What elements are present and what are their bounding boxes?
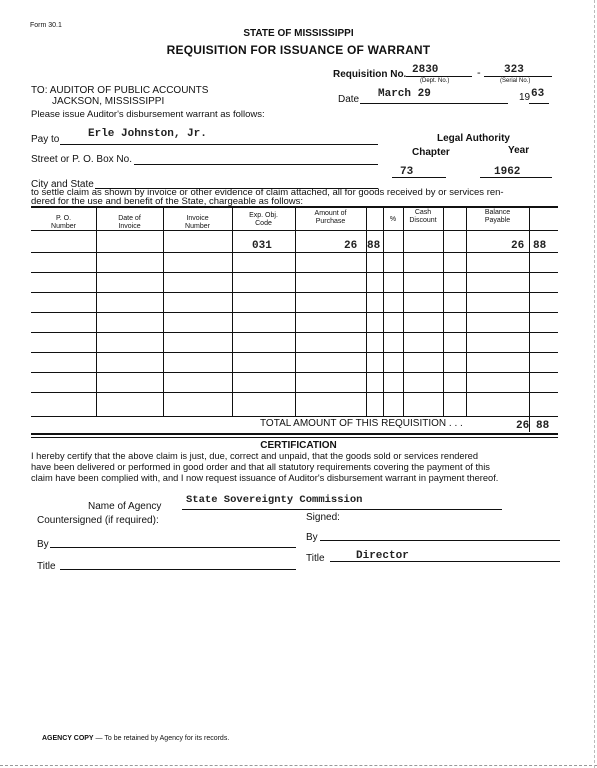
agency-line — [182, 509, 502, 510]
settle-text-1: to settle claim as shown by invoice or other evidence of claim attached, all for goods received by or services ren- — [31, 187, 504, 198]
pay-to-label: Pay to — [31, 134, 60, 145]
year-suffix: 63 — [531, 88, 545, 100]
date-value: March 29 — [378, 88, 431, 100]
by-label-left: By — [37, 539, 49, 550]
year-value-line — [480, 177, 552, 178]
table-bottom-border — [31, 416, 558, 417]
row-exp-code: 031 — [252, 240, 272, 252]
city-label: City and State — [31, 179, 94, 190]
row-line-1 — [31, 252, 558, 253]
street-line — [134, 164, 378, 165]
chapter-line — [392, 177, 446, 178]
to-line-1: TO: AUDITOR OF PUBLIC ACCOUNTS — [31, 85, 209, 96]
year-prefix: 19 — [519, 92, 531, 103]
chapter-label: Chapter — [412, 147, 450, 158]
instruction-text: Please issue Auditor's disbursement warrant as follows: — [31, 109, 265, 120]
certification-line-3: claim have been complied with, and I now request issuance of Auditor's disbursement warrant in payment thereof. — [31, 473, 499, 483]
date-label: Date — [338, 94, 360, 105]
year-line — [529, 103, 549, 104]
row-balance-dollars: 26 — [511, 240, 525, 252]
form-number: Form 30.1 — [30, 22, 62, 29]
by-line-right — [320, 540, 560, 541]
signed-label: Signed: — [306, 512, 340, 523]
year-value: 1962 — [494, 166, 521, 178]
certification-line-1: I hereby certify that the above claim is just, due, correct and unpaid, that the goods sold or services rendered — [31, 451, 479, 461]
row-line-5 — [31, 332, 558, 333]
footer-agency-copy: AGENCY COPY — [42, 735, 94, 742]
chapter-value: 73 — [400, 166, 414, 178]
pay-to-value: Erle Johnston, Jr. — [88, 128, 207, 140]
row-balance-cents: 88 — [533, 240, 547, 252]
total-bottom-border — [31, 433, 558, 435]
legal-authority-label: Legal Authority — [437, 133, 510, 144]
row-line-3 — [31, 292, 558, 293]
total-label: TOTAL AMOUNT OF THIS REQUISITION . . . — [260, 418, 463, 429]
header-amount-of-purchase: Amount of Purchase — [314, 210, 347, 225]
date-line — [360, 103, 508, 104]
dept-number-line — [406, 76, 472, 77]
total-cents: 88 — [536, 420, 550, 432]
row-amount-dollars: 26 — [344, 240, 358, 252]
agency-value: State Sovereignty Commission — [186, 494, 363, 506]
form-title: REQUISITION FOR ISSUANCE OF WARRANT — [166, 43, 431, 57]
pay-to-line — [60, 144, 378, 145]
serial-caption: (Serial No.) — [500, 78, 531, 84]
to-line-2: JACKSON, MISSISSIPPI — [52, 96, 165, 107]
by-line-left — [50, 547, 296, 548]
header-percent: % — [389, 216, 397, 223]
countersigned-label: Countersigned (if required): — [37, 515, 159, 526]
street-label: Street or P. O. Box No. — [31, 154, 132, 165]
row-line-7 — [31, 372, 558, 373]
dept-number: 2830 — [412, 64, 439, 76]
row-line-8 — [31, 392, 558, 393]
total-dollars: 26 — [516, 420, 530, 432]
certification-heading: CERTIFICATION — [260, 440, 337, 451]
edge-dash-bottom — [0, 765, 597, 766]
header-balance-payable: Balance Payable — [484, 209, 511, 224]
total-bottom-border-2 — [31, 437, 558, 438]
header-po-number: P. O. Number — [51, 215, 76, 230]
header-exp-obj-code: Exp. Obj. Code — [249, 212, 278, 227]
footer-note — [42, 735, 229, 742]
agency-label: Name of Agency — [88, 501, 162, 512]
row-line-6 — [31, 352, 558, 353]
serial-number: 323 — [504, 64, 524, 76]
edge-dash-right — [594, 0, 595, 768]
requisition-label: Requisition No. — [333, 69, 407, 80]
row-line-2 — [31, 272, 558, 273]
title-line-left — [60, 569, 296, 570]
dept-caption: (Dept. No.) — [420, 78, 450, 84]
title-value: Director — [356, 550, 409, 562]
certification-line-2: have been delivered or performed in good order and that all statutory requirements covering the payment of this — [31, 462, 490, 472]
total-divider — [529, 416, 530, 432]
row-amount-cents: 88 — [367, 240, 381, 252]
header-cash-discount: Cash Discount — [409, 209, 437, 224]
settle-text-2: dered for the use and benefit of the State, chargeable as follows: — [31, 196, 303, 207]
title-line-right — [330, 561, 560, 562]
header-invoice-number: Invoice Number — [185, 215, 210, 230]
title-label-left: Title — [37, 561, 56, 572]
state-heading: STATE OF MISSISSIPPI — [243, 28, 354, 39]
by-label-right: By — [306, 532, 318, 543]
footer-rest: — To be retained by Agency for its records. — [93, 735, 230, 742]
year-label: Year — [508, 145, 530, 156]
title-label-right: Title — [306, 553, 325, 564]
serial-number-line — [484, 76, 552, 77]
row-line-4 — [31, 312, 558, 313]
header-date-of-invoice: Date of Invoice — [118, 215, 141, 230]
dash-separator: - — [477, 67, 481, 79]
